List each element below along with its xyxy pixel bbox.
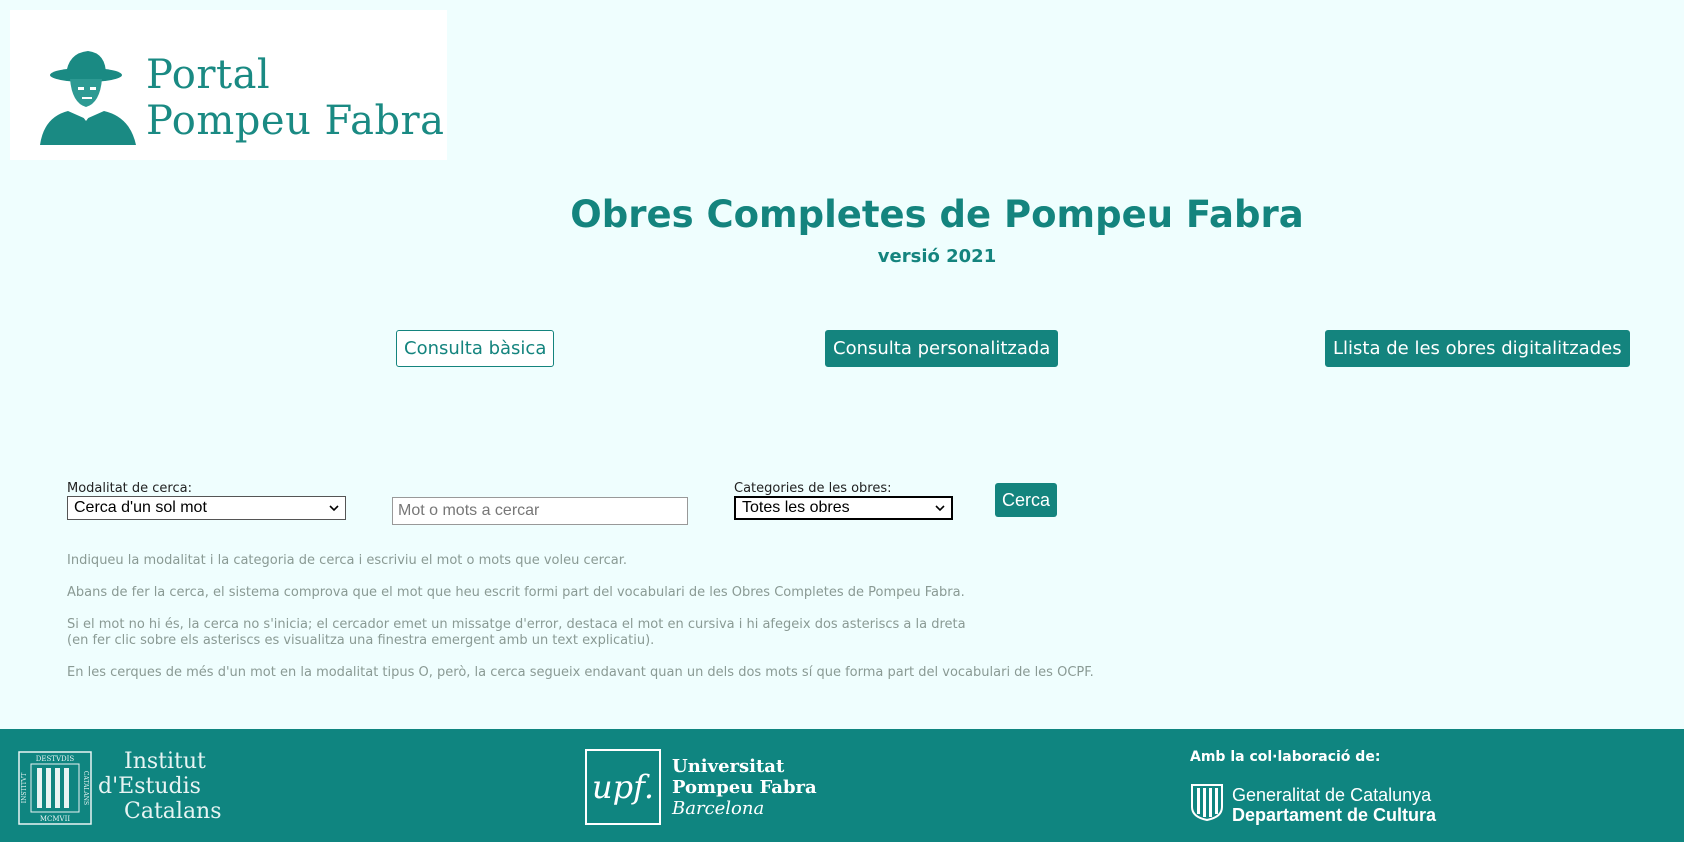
- tab-consulta-basica[interactable]: Consulta bàsica: [396, 330, 554, 367]
- gencat-line-1: Generalitat de Catalunya: [1232, 785, 1432, 805]
- mode-label: Modalitat de cerca:: [67, 481, 192, 496]
- tab-consulta-personalitzada[interactable]: Consulta personalitzada: [825, 330, 1058, 367]
- portal-logo[interactable]: [10, 10, 447, 160]
- iec-seal-top-text: DESTVDIS: [35, 755, 75, 763]
- portal-logo-text: [146, 52, 445, 144]
- page-subtitle: versió 2021: [877, 246, 997, 267]
- category-select[interactable]: [734, 496, 953, 520]
- generalitat-emblem-icon[interactable]: [1190, 783, 1224, 821]
- upf-line-3: Barcelona: [672, 798, 765, 819]
- upf-line-1: Universitat: [672, 756, 785, 777]
- iec-line-3: Catalans: [124, 799, 222, 824]
- upf-mark: upf.: [592, 768, 654, 806]
- footer: [0, 729, 1684, 842]
- pompeu-fabra-portrait-icon: [38, 45, 138, 145]
- gencat-line-2: Departament de Cultura: [1232, 805, 1437, 825]
- chevron-down-icon: [329, 503, 339, 513]
- iec-logo-text[interactable]: [98, 749, 222, 824]
- generalitat-logo-text[interactable]: [1232, 785, 1436, 825]
- upf-logo-icon[interactable]: [585, 749, 661, 825]
- tab-llista-obres[interactable]: Llista de les obres digitalitzades: [1325, 330, 1630, 367]
- help-text-3b: (en fer clic sobre els asteriscs es visualitza una finestra emergent amb un text explicatiu).: [67, 633, 655, 648]
- chevron-down-icon: [935, 503, 945, 513]
- upf-logo-text[interactable]: [672, 756, 817, 819]
- iec-seal-left-text: INSTITVT: [21, 772, 28, 804]
- logo-line-2: Pompeu Fabra: [146, 98, 445, 144]
- logo-line-1: Portal: [146, 52, 271, 98]
- mode-select-value: Cerca d'un sol mot: [74, 499, 207, 516]
- iec-seal-bottom-text: MCMVII: [39, 815, 71, 823]
- iec-seal-icon[interactable]: [18, 751, 92, 825]
- help-text-4: En les cerques de més d'un mot en la modalitat tipus O, però, la cerca segueix endavant quan un dels dos mots sí que forma part del vocabulari de les OCPF.: [67, 665, 1094, 680]
- help-text-1: Indiqueu la modalitat i la categoria de cerca i escriviu el mot o mots que voleu cercar.: [67, 553, 628, 568]
- iec-line-1: Institut: [124, 749, 206, 774]
- help-text-2: Abans de fer la cerca, el sistema comprova que el mot que heu escrit formi part del vocabulari de les Obres Completes de Pompeu Fabra.: [67, 585, 965, 600]
- iec-line-2: d'Estudis: [98, 774, 201, 799]
- upf-line-2: Pompeu Fabra: [672, 777, 817, 798]
- search-button[interactable]: Cerca: [995, 483, 1057, 517]
- iec-seal-right-text: CATALANS: [82, 770, 89, 806]
- category-label: Categories de les obres:: [734, 481, 892, 496]
- help-text-3a: Si el mot no hi és, la cerca no s'inicia; el cercador emet un missatge d'error, destaca el mot en cursiva i hi afegeix dos asteriscs a la dreta: [67, 617, 966, 632]
- page-title: Obres Completes de Pompeu Fabra: [570, 193, 1304, 236]
- query-input[interactable]: [392, 497, 688, 525]
- category-select-value: Totes les obres: [742, 499, 850, 516]
- collaboration-label: Amb la col·laboració de:: [1190, 749, 1381, 765]
- query-placeholder: Mot o mots a cercar: [398, 502, 540, 519]
- mode-select[interactable]: [67, 496, 346, 520]
